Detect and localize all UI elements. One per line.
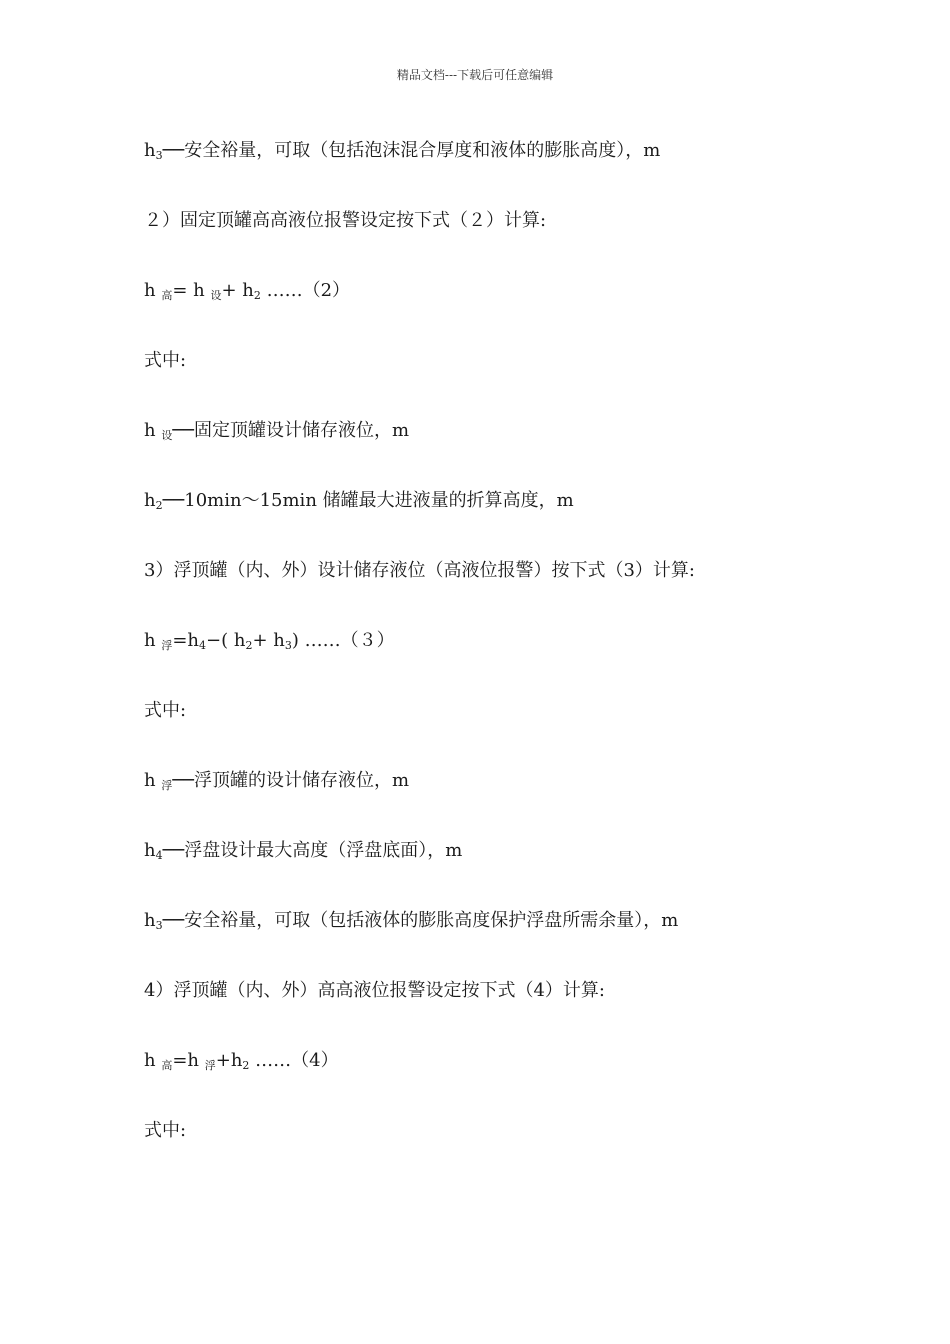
subscript: 3: [155, 149, 163, 162]
text-run: 式中:: [144, 700, 187, 721]
text-line: [144, 278, 844, 348]
text-run: h: [144, 140, 156, 161]
text-line: [144, 978, 844, 1048]
text-run: ──安全裕量，可取（包括液体的膨胀高度保护浮盘所需余量），m: [162, 910, 679, 931]
subscript: 高: [161, 1059, 173, 1072]
text-run: ──10min～15min 储罐最大进液量的折算高度，m: [162, 490, 574, 511]
text-run: h: [144, 630, 162, 651]
text-run: h: [144, 420, 162, 441]
text-line: [144, 488, 844, 558]
text-line: [144, 628, 844, 698]
subscript: 浮: [204, 1059, 216, 1072]
text-run: ──固定顶罐设计储存液位，m: [172, 420, 410, 441]
subscript: 4: [155, 849, 163, 862]
text-line: [144, 208, 844, 278]
subscript: 3: [284, 639, 292, 652]
text-line: [144, 698, 844, 768]
text-line: [144, 908, 844, 978]
text-line: [144, 138, 844, 208]
text-line: [144, 418, 844, 488]
text-run: 式中:: [144, 1120, 187, 1141]
text-run: ) ……（３）: [291, 630, 395, 651]
text-run: ──浮盘设计最大高度（浮盘底面），m: [162, 840, 463, 861]
subscript: 设: [210, 289, 222, 302]
subscript: 浮: [161, 639, 173, 652]
text-run: ２）固定顶罐高高液位报警设定按下式（２）计算:: [144, 210, 547, 231]
document-body: [144, 138, 844, 1188]
text-run: +h: [215, 1050, 243, 1071]
text-run: h: [144, 770, 162, 791]
text-line: [144, 558, 844, 628]
subscript: 3: [155, 919, 163, 932]
page-header: 精品文档---下载后可任意编辑: [396, 68, 554, 82]
text-run: ……（2）: [260, 280, 351, 301]
text-run: ……（4）: [249, 1050, 339, 1071]
text-line: [144, 838, 844, 908]
text-run: 4）浮顶罐（内、外）高高液位报警设定按下式（4）计算:: [144, 980, 605, 1001]
text-run: h: [144, 910, 156, 931]
text-run: −( h: [206, 630, 246, 651]
text-run: =h: [172, 1050, 205, 1071]
subscript: 2: [253, 289, 261, 302]
text-run: 式中:: [144, 350, 187, 371]
text-run: =h: [172, 630, 200, 651]
text-run: h: [144, 1050, 162, 1071]
text-line: [144, 768, 844, 838]
text-run: + h: [252, 630, 285, 651]
subscript: 2: [245, 639, 253, 652]
text-run: = h: [172, 280, 211, 301]
subscript: 设: [161, 429, 173, 442]
text-line: [144, 1048, 844, 1118]
subscript: 4: [199, 639, 207, 652]
text-run: ──安全裕量，可取（包括泡沫混合厚度和液体的膨胀高度），m: [162, 140, 661, 161]
text-line: [144, 348, 844, 418]
text-line: [144, 1118, 844, 1188]
text-run: + h: [221, 280, 254, 301]
text-run: h: [144, 490, 156, 511]
subscript: 2: [242, 1059, 250, 1072]
text-run: h: [144, 840, 156, 861]
subscript: 高: [161, 289, 173, 302]
subscript: 浮: [161, 779, 173, 792]
text-run: h: [144, 280, 162, 301]
text-run: ──浮顶罐的设计储存液位，m: [172, 770, 410, 791]
subscript: 2: [155, 499, 163, 512]
text-run: 3）浮顶罐（内、外）设计储存液位（高液位报警）按下式（3）计算:: [144, 560, 695, 581]
